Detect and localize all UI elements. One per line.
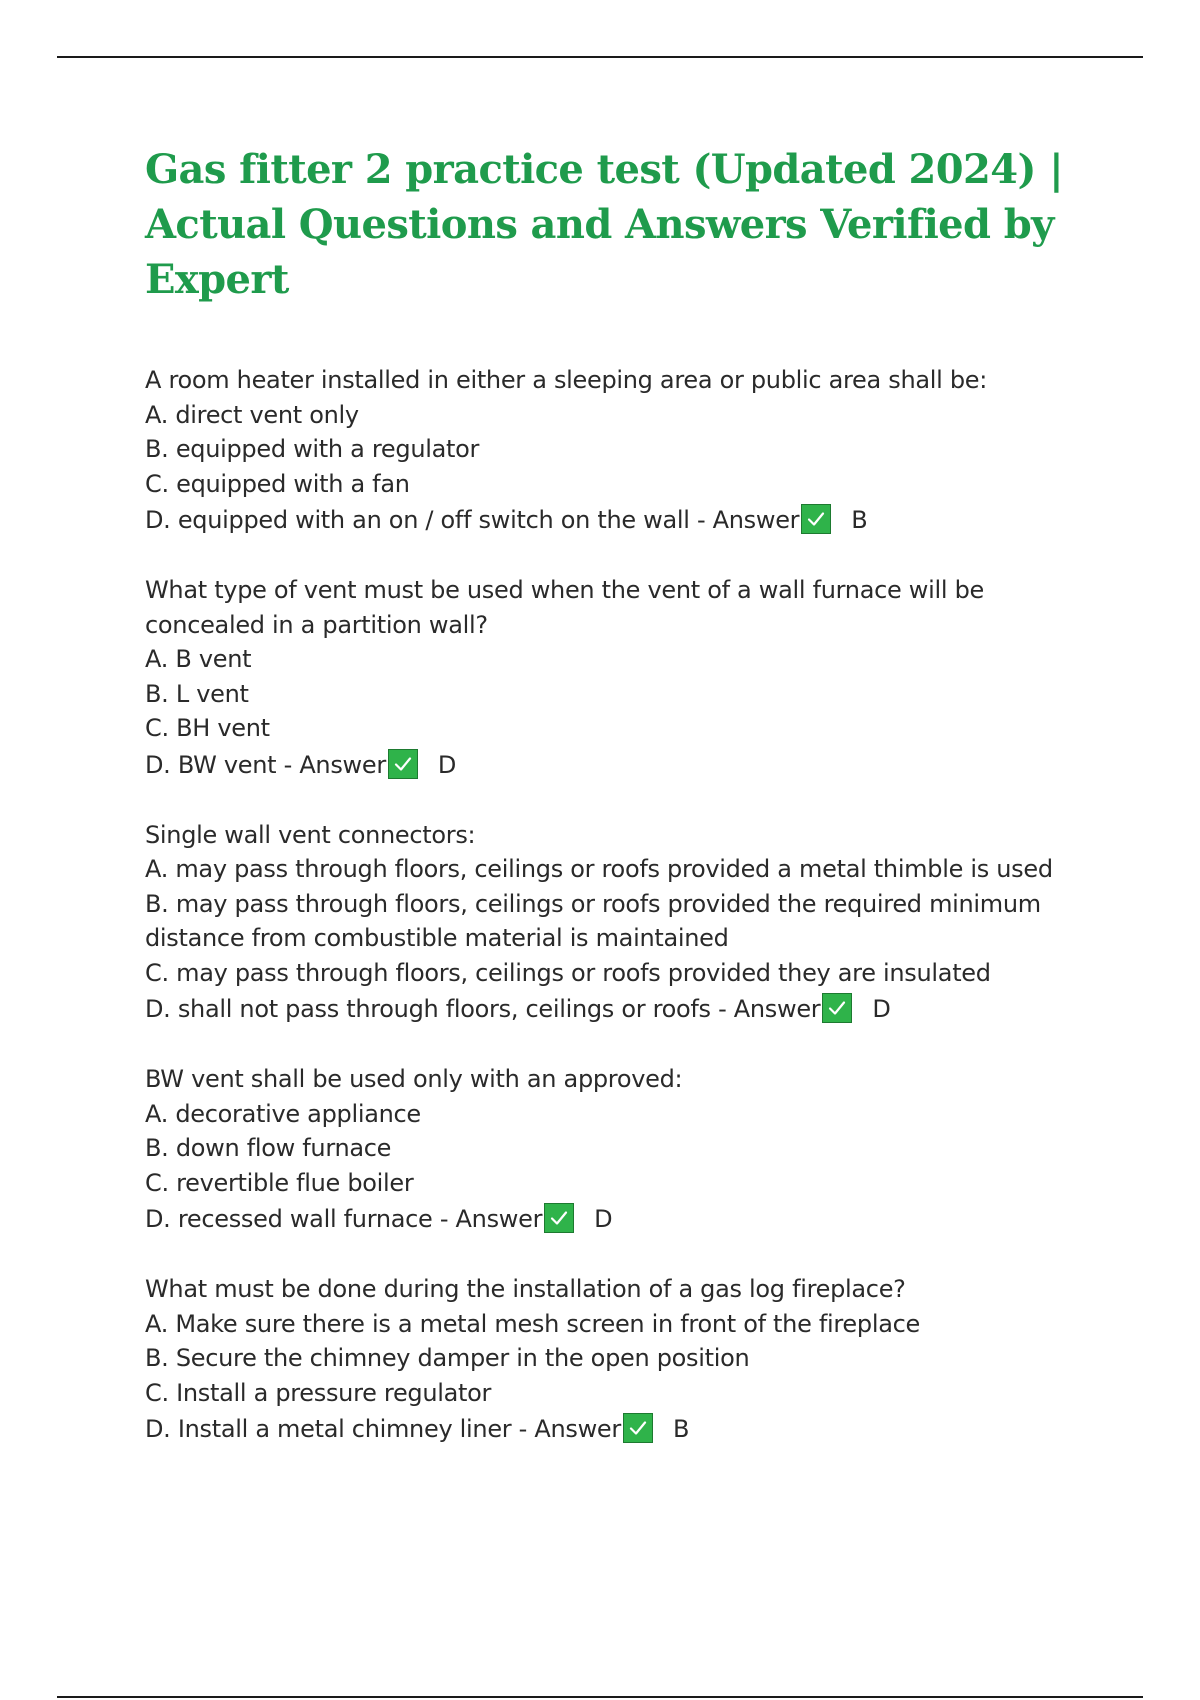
option-line [145,956,1105,991]
question-block [145,1272,1105,1448]
option-line [145,711,1105,746]
answer-option-line [145,746,1105,784]
option-text: A. decorative appliance [145,1099,421,1128]
option-text: A. direct vent only [145,400,359,429]
option-text: C. BH vent [145,714,270,742]
option-line [145,1376,1105,1411]
top-rule [57,56,1143,58]
check-mark-icon [623,1413,653,1443]
answer-letter: B [851,506,868,534]
option-text: C. Install a pressure regulator [145,1378,492,1407]
page-content [145,142,1105,1482]
option-text: C. may pass through floors, ceilings or roofs provided they are insulated [145,958,991,987]
question-text: Single wall vent connectors: [145,820,476,849]
bottom-rule [57,1696,1143,1698]
option-text: C. revertible flue boiler [145,1168,414,1197]
option-text: B. down flow furnace [145,1134,392,1162]
question-block [145,573,1105,784]
check-mark-icon [801,504,831,534]
option-text: A. Make sure there is a metal mesh screen in front of the fireplace [145,1309,920,1338]
question-text: What must be done during the installation of a gas log fireplace? [145,1275,906,1303]
question-text: A room heater installed in either a sleeping area or public area shall be: [145,366,988,394]
answer-letter: B [672,1415,690,1443]
option-text: D. BW vent - Answer [145,750,386,779]
check-mark-icon [544,1203,574,1233]
option-text: D. recessed wall furnace - Answer [145,1205,543,1233]
question-block [145,363,1105,539]
answer-letter: D [437,750,457,779]
option-text: C. equipped with a fan [145,469,410,498]
option-line [145,887,1105,956]
option-text: A. may pass through floors, ceilings or roofs provided a metal thimble is used [145,855,1053,883]
option-text: B. L vent [145,679,249,708]
answer-letter: D [872,995,891,1023]
question-text: What type of vent must be used when the vent of a wall furnace will be concealed in a partition wall? [145,576,984,639]
option-line [145,432,1105,467]
check-mark-icon [388,749,418,779]
option-text: D. equipped with an on / off switch on the wall - Answer [145,506,800,534]
option-line [145,467,1105,502]
answer-option-line [145,990,1105,1028]
option-line [145,852,1105,887]
option-line [145,1341,1105,1376]
document-title: Gas fitter 2 practice test (Updated 2024) | Actual Questions and Answers Verified by Expert [145,146,1064,303]
option-line [145,1097,1105,1132]
question-block [145,1062,1105,1238]
option-line [145,1307,1105,1342]
check-mark-icon [822,993,852,1023]
question-text: BW vent shall be used only with an approved: [145,1065,683,1093]
option-line [145,642,1105,677]
answer-option-line [145,501,1105,539]
answer-letter: D [594,1205,613,1233]
option-text: D. shall not pass through floors, ceilings or roofs - Answer [145,995,821,1023]
option-line [145,677,1105,712]
answer-option-line [145,1200,1105,1238]
option-text: B. Secure the chimney damper in the open position [145,1344,750,1372]
question-list [145,363,1105,1448]
option-line [145,1166,1105,1201]
option-text: A. B vent [145,645,252,673]
option-text: D. Install a metal chimney liner - Answer [145,1415,621,1443]
question-block [145,818,1105,1029]
option-line [145,1131,1105,1166]
option-text: B. may pass through floors, ceilings or roofs provided the required minimum distance from combustible material is maintained [145,889,1041,952]
answer-option-line [145,1410,1105,1448]
option-text: B. equipped with a regulator [145,435,480,463]
option-line [145,398,1105,433]
